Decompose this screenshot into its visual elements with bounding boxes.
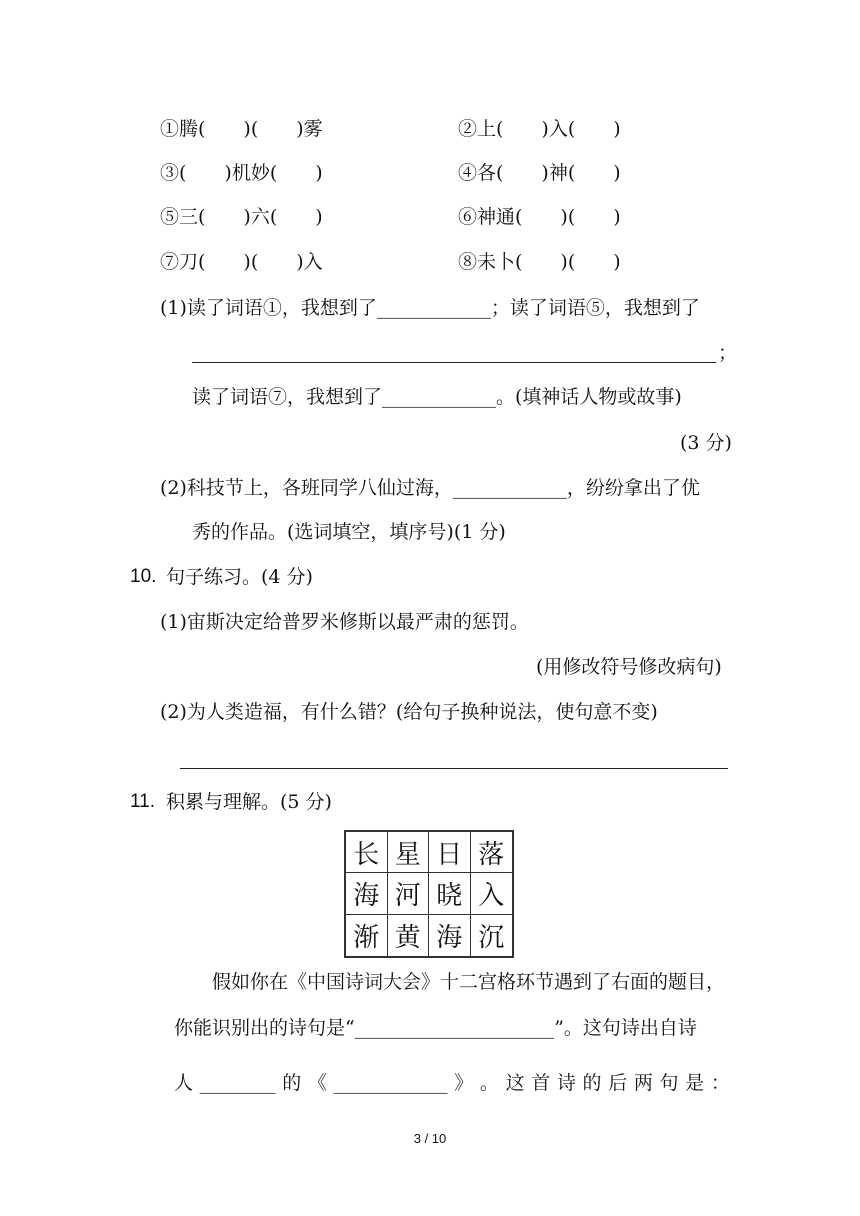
idiom-8: ⑧未卜( )( ) [458,251,621,273]
line3-part: 是 [685,1072,705,1094]
q9-part1-line2-end: ； [718,342,738,364]
line3-part: 的 [282,1072,302,1094]
grid-cell: 海 [429,915,471,956]
grid-cell: 河 [388,873,430,914]
q11-paragraph-line2: 你能识别出的诗句是“_____________________”。这句诗出自诗 [174,1017,697,1039]
q11-paragraph-line1: 假如你在《中国诗词大会》十二宫格环节遇到了右面的题目， [212,971,726,993]
line3-part: ： [710,1072,730,1094]
line3-part: 句 [659,1072,679,1094]
line3-part: 《 [307,1072,327,1094]
grid-cell: 入 [471,873,513,914]
q9-part1-line3: 读了词语⑦，我想到了____________。(填神话人物或故事) [192,386,682,408]
q9-part1-score: (3 分) [680,432,732,454]
grid-cell: 星 [388,832,430,873]
grid-cell: 长 [346,832,388,873]
line3-part: ____________ [333,1072,448,1094]
q11-paragraph-line3 [174,1071,730,1095]
line3-part: 诗 [556,1072,576,1094]
grid-cell: 渐 [346,915,388,956]
idiom-2: ②上( )入( ) [458,118,621,140]
idiom-3: ③( )机妙( ) [160,162,323,184]
q9-part2-line1: (2)科技节上，各班同学八仙过海，____________，纷纷拿出了优 [160,477,700,499]
grid-cell: 黄 [388,915,430,956]
line3-part: ________ [199,1072,276,1094]
idiom-5: ⑤三( )六( ) [160,206,323,228]
q10-title: 句子练习。(4 分) [166,566,313,588]
q10-sentence-1: (1)宙斯决定给普罗米修斯以最严肃的惩罚。 [160,611,529,633]
line3-part: 两 [633,1072,653,1094]
line3-part: 首 [531,1072,551,1094]
idiom-4: ④各( )神( ) [458,162,621,184]
line3-part: 的 [582,1072,602,1094]
q10-sentence-1-hint: (用修改符号修改病句) [536,656,722,678]
grid-cell: 日 [429,832,471,873]
q9-part1-line1: (1)读了词语①，我想到了____________；读了词语⑤，我想到了 [160,297,700,319]
q9-part2-line2: 秀的作品。(选词填空，填序号)(1 分) [192,521,506,543]
answer-line [192,362,716,363]
grid-cell: 晓 [429,873,471,914]
grid-cell: 落 [471,832,513,873]
q11-number: 11. [130,791,156,812]
idiom-7: ⑦刀( )( )入 [160,251,323,273]
grid-cell: 海 [346,873,388,914]
idiom-6: ⑥神通( )( ) [458,206,621,228]
page-number: 3 / 10 [413,1131,447,1146]
line3-part: 后 [608,1072,628,1094]
answer-line [180,768,728,769]
poem-grid [344,830,514,958]
q10-number: 10. [130,566,157,587]
idiom-1: ①腾( )( )雾 [160,118,323,140]
line3-part: 人 [174,1072,194,1094]
line3-part: 。 [479,1072,499,1094]
q11-title: 积累与理解。(5 分) [166,791,332,813]
line3-part: 这 [505,1072,525,1094]
line3-part: 》 [454,1072,474,1094]
grid-cell: 沉 [478,922,505,953]
q10-sentence-2: (2)为人类造福，有什么错？(给句子换种说法，使句意不变) [160,701,658,723]
